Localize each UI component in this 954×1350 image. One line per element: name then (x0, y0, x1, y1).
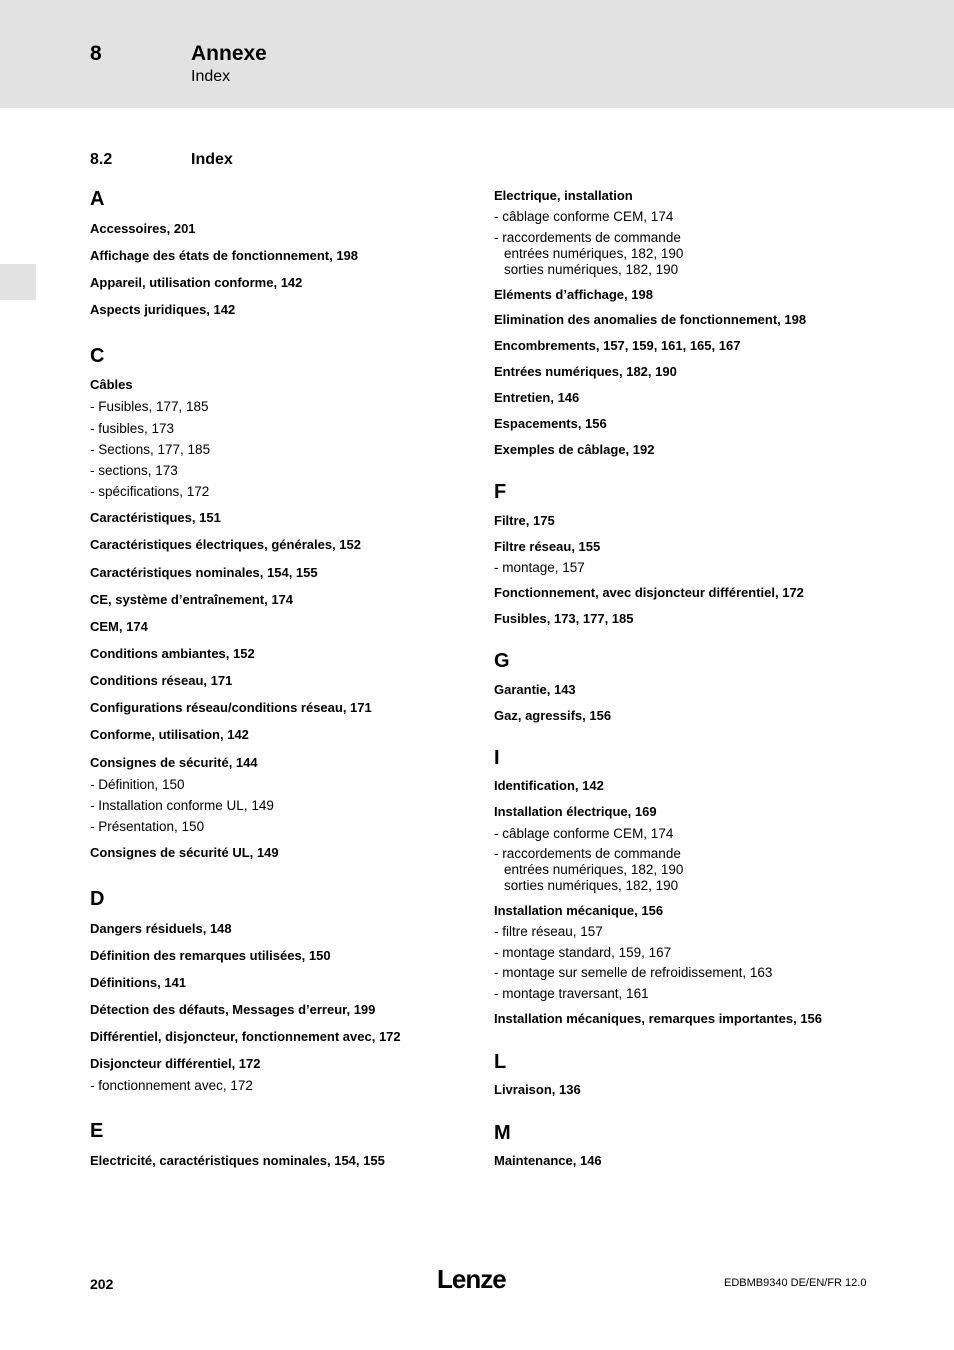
index-subentry: - Sections, 177, 185 (90, 442, 211, 457)
index-entry: Fonctionnement, avec disjoncteur différentiel, 172 (494, 585, 804, 600)
index-subentry: sorties numériques, 182, 190 (504, 262, 679, 277)
index-entry: Gaz, agressifs, 156 (494, 708, 612, 723)
index-entry: Disjoncteur différentiel, 172 (90, 1056, 261, 1071)
index-entry: Espacements, 156 (494, 416, 607, 431)
index-subentry: - sections, 173 (90, 463, 178, 478)
index-entry: Eléments d’affichage, 198 (494, 287, 653, 302)
index-subentry: - câblage conforme CEM, 174 (494, 209, 674, 224)
index-entry: Aspects juridiques, 142 (90, 302, 236, 317)
index-subentry: - raccordements de commande (494, 846, 681, 861)
index-entry: Filtre réseau, 155 (494, 539, 601, 554)
index-subentry: entrées numériques, 182, 190 (504, 246, 684, 261)
index-letter-heading: D (90, 888, 105, 910)
index-entry: Caractéristiques électriques, générales, 152 (90, 537, 361, 552)
index-subentry: - Fusibles, 177, 185 (90, 399, 209, 414)
index-entry: Garantie, 143 (494, 682, 576, 697)
index-entry: Différentiel, disjoncteur, fonctionnement avec, 172 (90, 1029, 401, 1044)
index-entry: Identification, 142 (494, 778, 604, 793)
index-subentry: - fonctionnement avec, 172 (90, 1078, 253, 1093)
index-entry: Caractéristiques, 151 (90, 510, 221, 525)
index-entry: Appareil, utilisation conforme, 142 (90, 275, 303, 290)
index-subentry: - filtre réseau, 157 (494, 924, 603, 939)
index-subentry: - spécifications, 172 (90, 484, 210, 499)
index-entry: Accessoires, 201 (90, 221, 196, 236)
index-entry: Câbles (90, 377, 133, 392)
index-entry: Installation mécanique, 156 (494, 903, 664, 918)
index-letter-heading: I (494, 747, 500, 769)
index-subentry: - montage, 157 (494, 560, 585, 575)
index-entry: Configurations réseau/conditions réseau, 171 (90, 700, 372, 715)
index-entry: Affichage des états de fonctionnement, 198 (90, 248, 359, 263)
index-entry: Exemples de câblage, 192 (494, 442, 655, 457)
section-number: 8.2 (90, 151, 113, 168)
index-entry: Définition des remarques utilisées, 150 (90, 948, 331, 963)
chapter-header (0, 0, 954, 108)
index-subentry: - montage sur semelle de refroidissement, 163 (494, 965, 773, 980)
chapter-subtitle: Index (191, 68, 231, 85)
index-subentry: - fusibles, 173 (90, 421, 175, 436)
index-entry: Définitions, 141 (90, 975, 187, 990)
index-entry: Conditions ambiantes, 152 (90, 646, 255, 661)
index-letter-heading: E (90, 1120, 104, 1142)
lenze-logo: Lenze (437, 1264, 506, 1294)
index-entry: Electrique, installation (494, 188, 633, 203)
index-entry: Entrées numériques, 182, 190 (494, 364, 677, 379)
index-subentry: - Définition, 150 (90, 777, 185, 792)
index-subentry: sorties numériques, 182, 190 (504, 878, 679, 893)
index-subentry: - Installation conforme UL, 149 (90, 798, 274, 813)
index-subentry: - câblage conforme CEM, 174 (494, 826, 674, 841)
index-entry: Fusibles, 173, 177, 185 (494, 611, 634, 626)
index-entry: CE, système d’entraînement, 174 (90, 592, 294, 607)
index-subentry: entrées numériques, 182, 190 (504, 862, 684, 877)
index-entry: Maintenance, 146 (494, 1153, 602, 1168)
index-entry: Elimination des anomalies de fonctionnement, 198 (494, 312, 807, 327)
index-entry: Entretien, 146 (494, 390, 580, 405)
index-entry: Electricité, caractéristiques nominales, 154, 155 (90, 1153, 385, 1168)
index-letter-heading: C (90, 345, 105, 367)
index-subentry: - montage standard, 159, 167 (494, 945, 672, 960)
index-entry: Dangers résiduels, 148 (90, 921, 232, 936)
index-entry: Livraison, 136 (494, 1082, 581, 1097)
index-letter-heading: A (90, 188, 105, 210)
index-subentry: - raccordements de commande (494, 230, 681, 245)
index-subentry: - Présentation, 150 (90, 819, 205, 834)
index-entry: Consignes de sécurité, 144 (90, 755, 258, 770)
index-entry: Caractéristiques nominales, 154, 155 (90, 565, 318, 580)
page-number: 202 (90, 1276, 114, 1292)
chapter-title: Annexe (191, 42, 267, 65)
index-entry: Encombrements, 157, 159, 161, 165, 167 (494, 338, 741, 353)
index-entry: Installation mécaniques, remarques importantes, 156 (494, 1011, 823, 1026)
section-title: Index (191, 151, 233, 168)
document-reference: EDBMB9340 DE/EN/FR 12.0 (724, 1277, 867, 1289)
index-subentry: - montage traversant, 161 (494, 986, 649, 1001)
index-entry: CEM, 174 (90, 619, 148, 634)
index-letter-heading: G (494, 650, 510, 672)
index-letter-heading: M (494, 1122, 511, 1144)
index-entry: Consignes de sécurité UL, 149 (90, 845, 279, 860)
index-entry: Installation électrique, 169 (494, 804, 657, 819)
index-letter-heading: F (494, 481, 507, 503)
index-letter-heading: L (494, 1051, 507, 1073)
index-entry: Détection des défauts, Messages d’erreur, 199 (90, 1002, 376, 1017)
index-entry: Conforme, utilisation, 142 (90, 727, 249, 742)
side-tab-marker (0, 264, 36, 300)
chapter-number: 8 (90, 42, 102, 65)
index-entry: Filtre, 175 (494, 513, 555, 528)
index-entry: Conditions réseau, 171 (90, 673, 233, 688)
